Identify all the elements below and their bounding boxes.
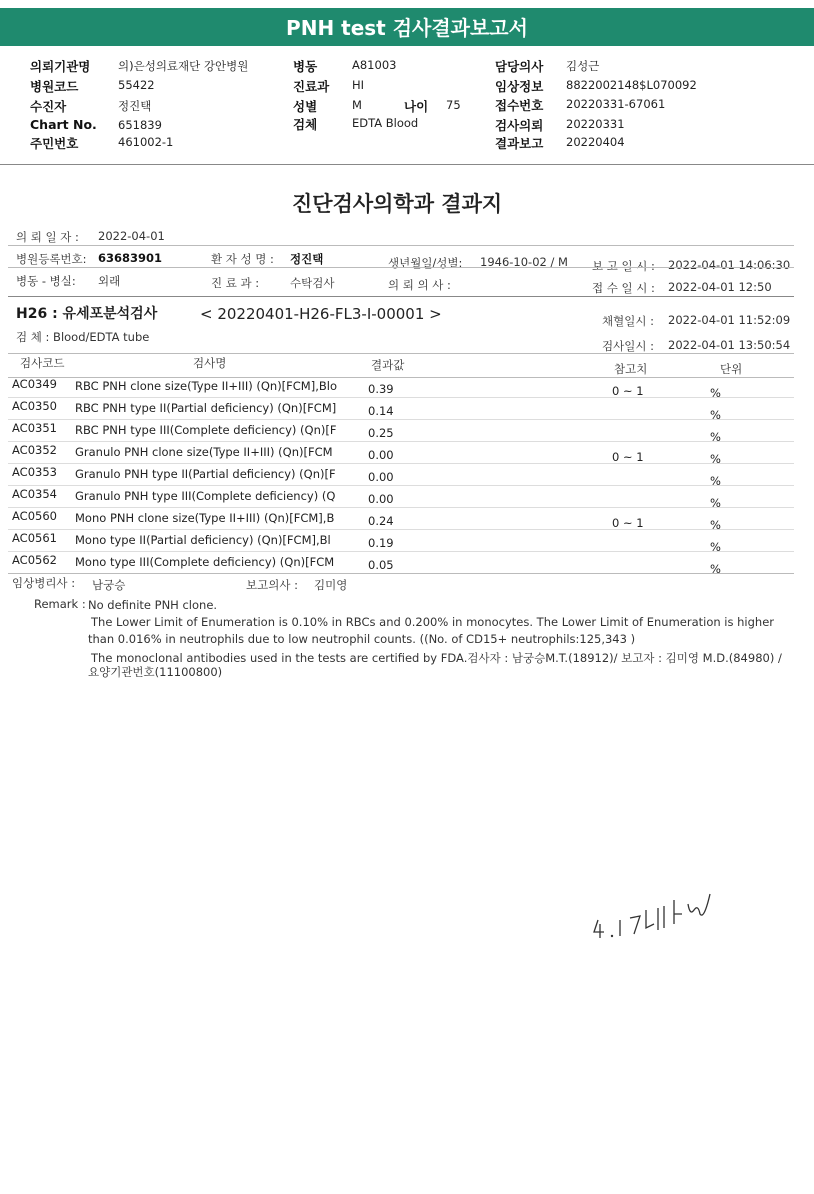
row-unit: % [710, 408, 721, 422]
label-specimen: 검체 [293, 117, 318, 132]
label-hospital-code: 병원코드 [30, 79, 79, 94]
remark-line: than 0.016% in neutrophils due to low neutrophil counts. ((No. of CD15+ neutrophils:125,343 ) [88, 632, 636, 646]
value-collect-time: 2022-04-01 11:52:09 [668, 313, 791, 327]
value-age: 75 [446, 98, 461, 112]
row-code: AC0352 [12, 443, 57, 457]
row-value: 0.14 [368, 404, 394, 418]
row-name: Granulo PNH type II(Partial deficiency) (Qn)[F [75, 467, 336, 481]
row-ref: 0 ~ 1 [612, 450, 644, 464]
value-reg-no: 63683901 [98, 251, 163, 265]
row-unit: % [710, 496, 721, 510]
remark-line: 요양기관번호(11100800) [88, 665, 223, 679]
remark-line: The monoclonal antibodies used in the tests are certified by FDA.검사자 : 남궁승M.T.(18912)/ 보고자 : 김미영 M.D.(84980) / [91, 651, 782, 665]
label-sex: 성별 [293, 99, 318, 114]
value-request-date: 2022-04-01 [98, 229, 165, 243]
label-attending: 담당의사 [495, 59, 544, 74]
label-request-date: 의 뢰 일 자 : [16, 230, 79, 244]
col-header-unit: 단위 [720, 362, 743, 376]
row-ref: 0 ~ 1 [612, 384, 644, 398]
row-name: RBC PNH type II(Partial deficiency) (Qn)[FCM] [75, 401, 337, 415]
value-ward-room: 외래 [98, 274, 121, 288]
value-clinical-info: 8822002148$L070092 [566, 78, 697, 92]
label-birth: 생년월일/성별: [388, 256, 463, 270]
row-value: 0.00 [368, 448, 394, 462]
value-institution: 의)은성의료재단 강안병원 [118, 59, 249, 73]
col-header-ref: 참고치 [614, 362, 648, 376]
row-name: Mono type II(Partial deficiency) (Qn)[FCM],Bl [75, 533, 331, 547]
row-code: AC0560 [12, 509, 57, 523]
label-result-report: 결과보고 [495, 136, 544, 151]
row-divider [8, 441, 794, 442]
row-value: 0.24 [368, 514, 394, 528]
row-value: 0.25 [368, 426, 394, 440]
row-code: AC0353 [12, 465, 57, 479]
row-divider [8, 463, 794, 464]
row-unit: % [710, 562, 721, 576]
value-attending: 김성근 [566, 59, 600, 73]
row-value: 0.05 [368, 558, 394, 572]
row-code: AC0562 [12, 553, 57, 567]
row-unit: % [710, 540, 721, 554]
value-ward: A81003 [352, 58, 397, 72]
label-test-time: 검사일시 : [602, 339, 654, 353]
col-header-value: 결과값 [371, 358, 405, 372]
value-receipt-time: 2022-04-01 12:50 [668, 280, 772, 294]
row-divider [8, 397, 794, 398]
label-chart-no: Chart No. [30, 117, 97, 132]
row-unit: % [710, 518, 721, 532]
label-collect-time: 채혈일시 : [602, 314, 654, 328]
remark-line: The Lower Limit of Enumeration is 0.10% in RBCs and 0.200% in monocytes. The Lower Limit of Enumeration is higher [91, 615, 775, 629]
value-receipt-no: 20220331-67061 [566, 97, 666, 111]
label-reporter: 보고의사 : [246, 578, 298, 592]
row-code: AC0354 [12, 487, 57, 501]
specimen-line: 검 체 : Blood/EDTA tube [16, 330, 150, 344]
row-name: Granulo PNH type III(Complete deficiency) (Q [75, 489, 336, 503]
section-id: < 20220401-H26-FL3-I-00001 > [200, 305, 442, 323]
col-header-code: 검사코드 [20, 356, 65, 370]
value-hospital-code: 55422 [118, 78, 155, 92]
value-reporter: 김미영 [314, 578, 348, 592]
row-name: RBC PNH clone size(Type II+III) (Qn)[FCM],Blo [75, 379, 337, 393]
value-result-report: 20220404 [566, 135, 625, 149]
value-chart-no: 651839 [118, 118, 162, 132]
label-patient-name: 환 자 성 명 : [211, 252, 274, 266]
row-divider [8, 529, 794, 530]
value-test-time: 2022-04-01 13:50:54 [668, 338, 791, 352]
value-birth: 1946-10-02 / M [480, 255, 568, 269]
label-reg-no: 병원등록번호: [16, 252, 87, 266]
label-age: 나이 [404, 99, 429, 114]
row-name: Mono type III(Complete deficiency) (Qn)[FCM [75, 555, 335, 569]
row-divider [8, 551, 794, 552]
label-institution: 의뢰기관명 [30, 59, 91, 74]
result-title: 진단검사의학과 결과지 [292, 192, 503, 216]
label-request: 검사의뢰 [495, 118, 544, 133]
col-header-name: 검사명 [193, 356, 227, 370]
report-title: PNH test 검사결과보고서 [0, 8, 814, 46]
label-report-time: 보 고 일 시 : [592, 259, 655, 273]
label-ward-room: 병동 - 병실: [16, 274, 76, 288]
label-receipt-time: 접 수 일 시 : [592, 281, 655, 295]
divider [8, 296, 794, 297]
value-dept: 수탁검사 [290, 276, 335, 290]
label-pathologist: 임상병리사 : [12, 576, 76, 590]
row-value: 0.00 [368, 492, 394, 506]
value-pathologist: 남궁승 [92, 578, 126, 592]
label-requesting-doctor: 의 뢰 의 사 : [388, 278, 451, 292]
divider [8, 267, 794, 268]
label-ward: 병동 [293, 59, 318, 74]
row-code: AC0351 [12, 421, 57, 435]
row-code: AC0561 [12, 531, 57, 545]
handwritten-note [590, 880, 730, 940]
row-unit: % [710, 452, 721, 466]
label-remark: Remark : [34, 597, 86, 611]
row-code: AC0349 [12, 377, 57, 391]
value-patient: 정진택 [118, 99, 152, 113]
row-unit: % [710, 430, 721, 444]
row-unit: % [710, 474, 721, 488]
row-ref: 0 ~ 1 [612, 516, 644, 530]
label-department: 진료과 [293, 79, 330, 94]
row-unit: % [710, 386, 721, 400]
label-dept: 진 료 과 : [211, 276, 260, 290]
divider [8, 245, 794, 246]
label-patient: 수진자 [30, 99, 67, 114]
label-clinical-info: 임상정보 [495, 79, 544, 94]
row-divider [8, 419, 794, 420]
value-department: HI [352, 78, 365, 92]
row-divider [8, 485, 794, 486]
value-resident-no: 461002-1 [118, 135, 174, 149]
row-name: Granulo PNH clone size(Type II+III) (Qn)[FCM [75, 445, 333, 459]
section-title: H26 : 유세포분석검사 [16, 306, 158, 322]
row-divider [8, 507, 794, 508]
value-sex: M [352, 98, 362, 112]
value-request: 20220331 [566, 117, 625, 131]
label-receipt-no: 접수번호 [495, 98, 544, 113]
value-report-time: 2022-04-01 14:06:30 [668, 258, 791, 272]
row-value: 0.00 [368, 470, 394, 484]
value-specimen: EDTA Blood [352, 116, 419, 130]
row-value: 0.19 [368, 536, 394, 550]
remark-line: No definite PNH clone. [88, 598, 218, 612]
label-resident-no: 주민번호 [30, 136, 79, 151]
row-code: AC0350 [12, 399, 57, 413]
divider [8, 353, 794, 354]
divider [8, 377, 794, 378]
value-patient-name: 정진택 [290, 252, 324, 266]
divider [8, 573, 794, 574]
row-value: 0.39 [368, 382, 394, 396]
row-name: Mono PNH clone size(Type II+III) (Qn)[FCM],B [75, 511, 335, 525]
row-name: RBC PNH type III(Complete deficiency) (Qn)[F [75, 423, 337, 437]
